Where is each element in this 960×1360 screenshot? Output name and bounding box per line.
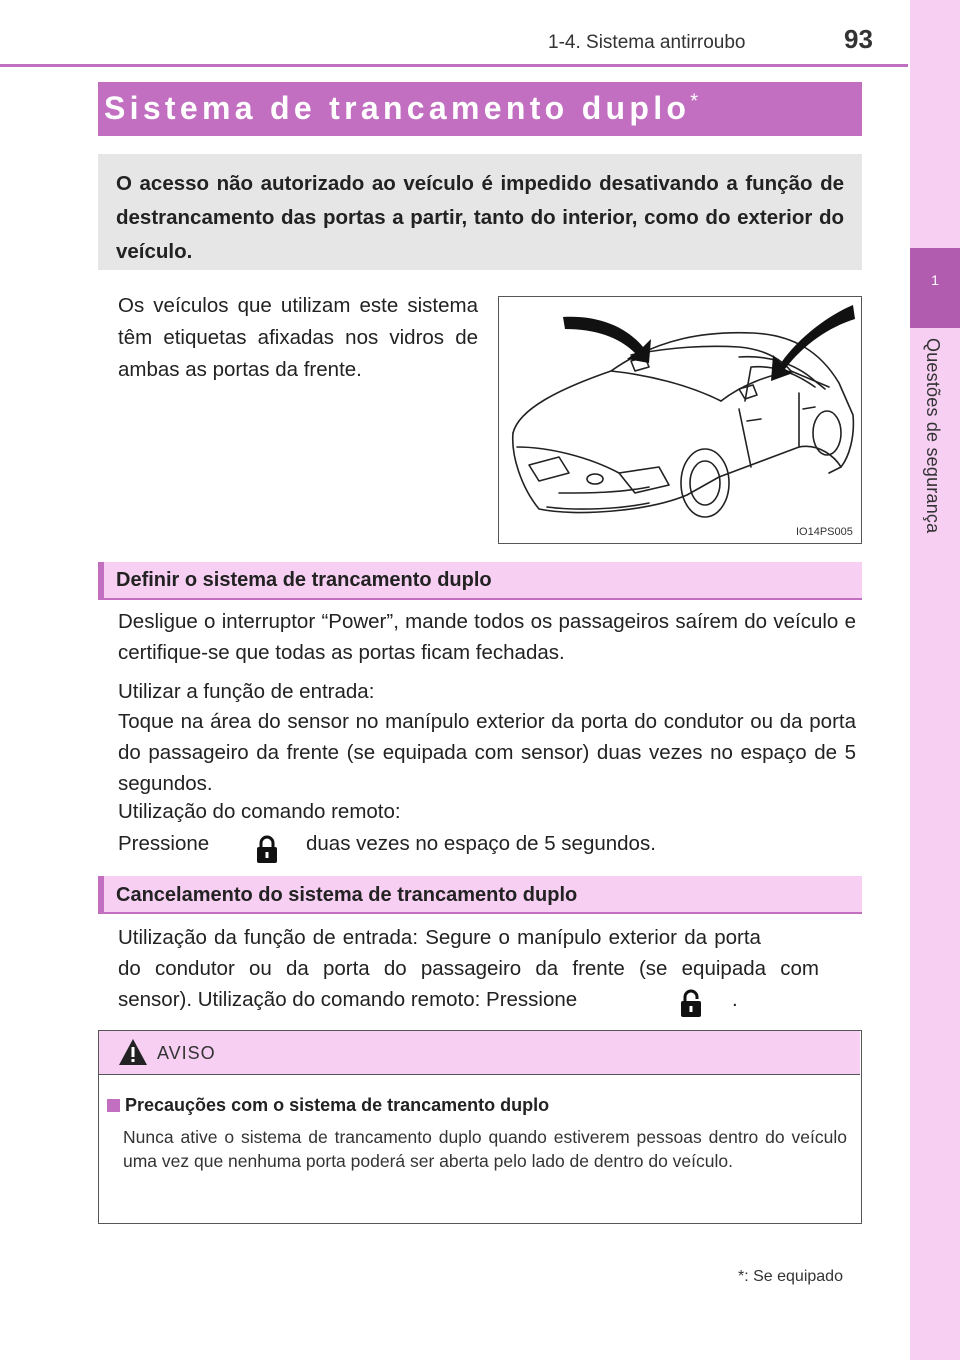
header-rule xyxy=(0,64,908,67)
warning-box xyxy=(98,1030,862,1224)
lock-closed-icon xyxy=(256,834,278,864)
cancel-line-3-end: . xyxy=(732,988,738,1011)
car-illustration xyxy=(499,297,860,542)
section-heading: 1-4. Sistema antirroubo xyxy=(548,32,746,53)
bullet-square-icon xyxy=(107,1099,120,1112)
chapter-number: 1 xyxy=(910,248,960,328)
chapter-title: Questões de segurança xyxy=(923,338,943,534)
page-number: 93 xyxy=(844,24,873,54)
entry-function-title: Utilizar a função de entrada: xyxy=(118,680,375,703)
figure-code: IO14PS005 xyxy=(796,526,853,538)
vehicle-note: Os veículos que utilizam este sistema têm etiquetas afixadas nos vidros de ambas as portas da frente. xyxy=(118,294,478,381)
footnote: *: Se equipado xyxy=(738,1268,843,1285)
intro-box: O acesso não autorizado ao veículo é impedido desativando a função de destrancamento das portas a partir, tanto do interior, como do exterior do veículo. xyxy=(98,154,862,270)
subsection-heading-cancel: Cancelamento do sistema de trancamento duplo xyxy=(116,884,578,906)
warning-label: AVISO xyxy=(157,1043,216,1063)
remote-before: Pressione xyxy=(118,832,210,855)
car-figure xyxy=(498,296,862,544)
warning-header xyxy=(99,1031,860,1075)
cancel-line-3: sensor). Utilização do comando remoto: Pressione xyxy=(118,988,578,1011)
remote-after: duas vezes no espaço de 5 segundos. xyxy=(306,832,656,855)
warning-item-title: Precauções com o sistema de trancamento duplo xyxy=(125,1095,550,1115)
page-title xyxy=(104,90,698,127)
warning-item-body: Nunca ative o sistema de trancamento duplo quando estiverem pessoas dentro do veículo uma vez que nenhuma porta poderá ser aberta pelo lado de dentro do veículo. xyxy=(123,1127,847,1171)
remote-title: Utilização do comando remoto: xyxy=(118,800,401,823)
title-footnote-mark: * xyxy=(690,90,699,113)
entry-function-body: Toque na área do sensor no manípulo exterior da porta do condutor ou da porta do passageiro da frente (se equipada com sensor) duas vezes no espaço de 5 segundos. xyxy=(118,710,856,795)
lock-open-icon xyxy=(680,988,702,1018)
cancel-line-1: Utilização da função de entrada: Segure o manípulo exterior da porta xyxy=(118,926,761,949)
cancel-line-2: do condutor ou da porta do passageiro da frente (se equipada com xyxy=(118,957,819,980)
page-title-text: Sistema de trancamento duplo xyxy=(104,90,691,126)
chapter-side-tab xyxy=(910,0,960,1360)
warning-triangle-icon xyxy=(117,1037,149,1067)
subsection-heading-set: Definir o sistema de trancamento duplo xyxy=(116,569,492,591)
set-instruction: Desligue o interruptor “Power”, mande todos os passageiros saírem do veículo e certifique-se que todas as portas ficam fechadas. xyxy=(118,610,856,664)
